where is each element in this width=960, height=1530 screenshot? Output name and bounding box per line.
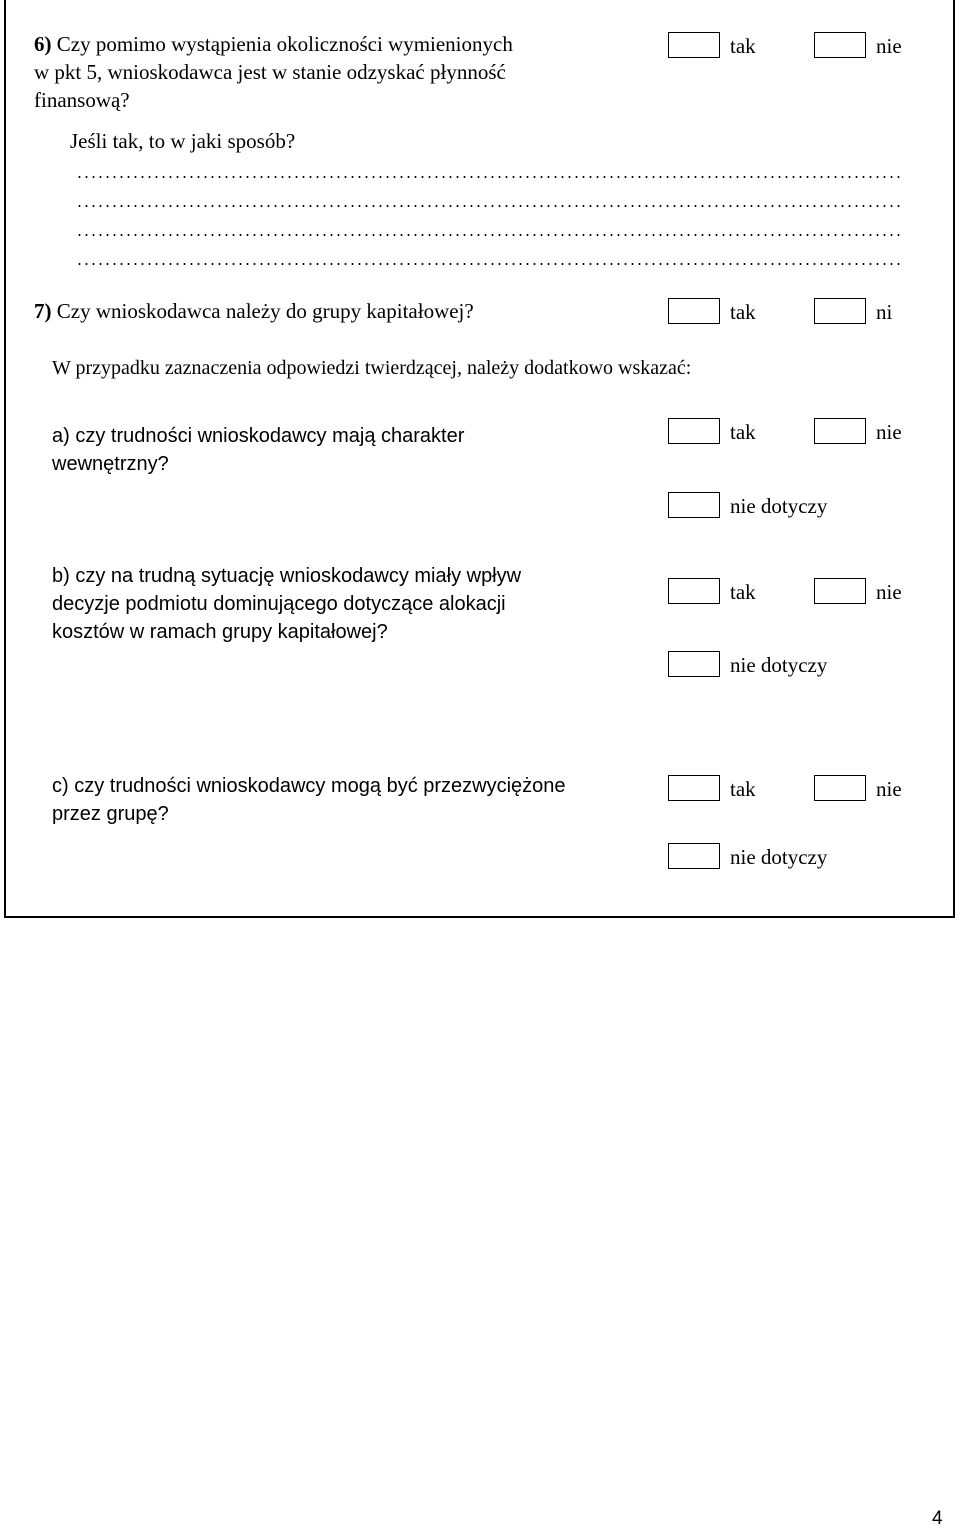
qc-na-checkbox[interactable] (668, 843, 720, 869)
q6-answer-line-3[interactable] (76, 234, 902, 236)
q6-answer-line-2[interactable] (76, 205, 902, 207)
qb-text-line-3: kosztów w ramach grupy kapitałowej? (52, 621, 388, 643)
qb-na-label: nie dotyczy (730, 653, 828, 677)
qc-na-label: nie dotyczy (730, 845, 828, 869)
qb-no-label: nie (876, 580, 902, 604)
q7-no-checkbox[interactable] (814, 298, 866, 324)
q6-no-checkbox[interactable] (814, 32, 866, 58)
qc-yes-label: tak (730, 777, 756, 801)
qb-text-line-1: b) czy na trudną sytuację wnioskodawcy miały wpływ (52, 565, 522, 587)
qb-yes-label: tak (730, 580, 756, 604)
qa-text-line-2: wewnętrzny? (52, 453, 169, 475)
qa-na-label: nie dotyczy (730, 494, 828, 518)
q6-number: 6) (34, 32, 52, 56)
qb-text-line-2: decyzje podmiotu dominującego dotyczące alokacji (52, 593, 506, 615)
q7-number: 7) (34, 299, 52, 323)
q6-text-line-2: w pkt 5, wnioskodawca jest w stanie odzyskać płynność (34, 60, 506, 84)
qa-no-checkbox[interactable] (814, 418, 866, 444)
q7-yes-label: tak (730, 300, 756, 324)
q6-no-label: nie (876, 34, 902, 58)
qc-yes-checkbox[interactable] (668, 775, 720, 801)
qa-na-checkbox[interactable] (668, 492, 720, 518)
qc-no-checkbox[interactable] (814, 775, 866, 801)
qb-yes-checkbox[interactable] (668, 578, 720, 604)
qa-text-line-1: a) czy trudności wnioskodawcy mają charakter (52, 425, 465, 447)
qc-text-line-2: przez grupę? (52, 803, 169, 825)
page-number: 4 (932, 1508, 943, 1529)
q6-followup: Jeśli tak, to w jaki sposób? (70, 129, 296, 153)
q7-yes-checkbox[interactable] (668, 298, 720, 324)
q7-text: 7) Czy wnioskodawca należy do grupy kapitałowej? (34, 299, 474, 323)
q6-yes-label: tak (730, 34, 756, 58)
qa-yes-checkbox[interactable] (668, 418, 720, 444)
qb-na-checkbox[interactable] (668, 651, 720, 677)
q6-text-line-3: finansową? (34, 88, 130, 112)
qb-no-checkbox[interactable] (814, 578, 866, 604)
qa-yes-label: tak (730, 420, 756, 444)
qc-text-line-1: c) czy trudności wnioskodawcy mogą być przezwyciężone (52, 775, 566, 797)
q6-text-line-1: 6) Czy pomimo wystąpienia okoliczności wymienionych (34, 32, 513, 56)
q7-no-label: ni (876, 300, 893, 324)
q7-note: W przypadku zaznaczenia odpowiedzi twierdzącej, należy dodatkowo wskazać: (52, 357, 692, 379)
q6-answer-line-1[interactable] (76, 176, 902, 178)
qc-no-label: nie (876, 777, 902, 801)
q6-yes-checkbox[interactable] (668, 32, 720, 58)
q6-answer-line-4[interactable] (76, 263, 902, 265)
qa-no-label: nie (876, 420, 902, 444)
